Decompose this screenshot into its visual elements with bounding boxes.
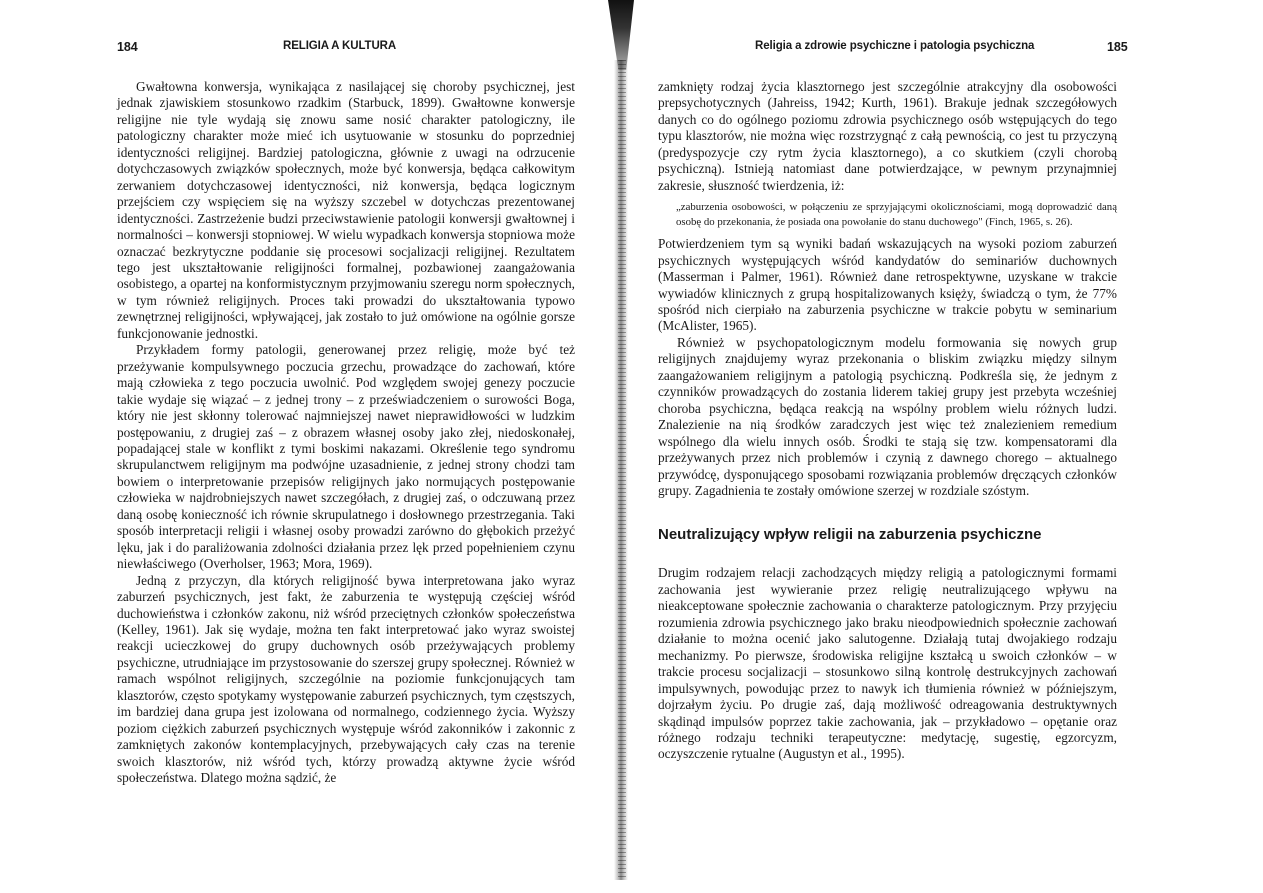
left-page xyxy=(0,0,620,893)
section-heading: Neutralizujący wpływ religii na zaburzenia psychiczne xyxy=(658,526,1042,544)
right-text-block xyxy=(658,79,1117,763)
left-paragraph-2: Przykładem formy patologii, generowanej przez religię, może być też przeżywanie kompulsywnego poczucia grzechu, prowadzące do zachowań, które mają człowieka z tego poczucia uwolnić. Pod względem swojej genezy poczucie takie wydaje się wiązać – z jednej trony – z przeświadczeniem o surowości Boga, który nie jest skłonny tolerować najmniejszej nawet nieprawidłowości w ludzkim postępowaniu, z drugiej zaś – z obrazem własnej osoby jako złej, niedoskonałej, popadającej stale w konflikt z tymi boskimi nakazami. Określenie tego syndromu skrupulanctwem religijnym ma podwójne uzasadnienie, z jednej strony chodzi tam bowiem o interpretowanie przepisów religijnych jako normujących postępowanie człowieka w najdrobniejszych nawet szczegółach, z drugiej zaś, o odczuwaną przez daną osobę konieczność ich równie skrupulatnego i dosłownego przestrzegania. Taki sposób interpretacji religii i własnej osoby prowadzi zarówno do głębokich przeżyć lęku, jak i do paraliżowania zdolności działania przez lęk przed popełnieniem czynu niewłaściwego (Overholser, 1963; Mora, 1969). xyxy=(117,342,575,572)
right-paragraph-3: Również w psychopatologicznym modelu formowania się nowych grup religijnych znajdujemy wyraz przekonania o bliskim związku między silnym zaangażowaniem religijnym a patologią psychiczną. Podkreśla się, że jednym z czynników prowadzących do zostania liderem takiej grupy jest przebyta wcześniej choroba psychiczna, będąca reakcją na wspólny problem wielu różnych ludzi. Znalezienie na nią środków zaradczych jest więc też znalezieniem remedium wspólnego dla wielu innych osób. Środki te stają się tzw. kompensatorami dla przeżywanych przez nich problemów i czynią z dawnego chorego – aktualnego przywódcę, dysponującego sposobami rozwiązania problemów dręczących członków grupy. Zagadnienia te zostały omówione szerzej w rozdziale szóstym. xyxy=(658,334,1117,498)
right-paragraph-2: Potwierdzeniem tym są wyniki badań wskazujących na wysoki poziom zaburzeń psychicznych występujących wśród kandydatów do seminariów duchownych (Masserman i Palmer, 1961). Również dane retrospektywne, uzyskane w trakcie wywiadów klinicznych z grupą hospitalizowanych księży, świadczą o tym, że 77% spośród nich cierpiało na zaburzenia psychiczne w trakcie pobytu w seminarium (McAlister, 1965). xyxy=(658,236,1117,334)
left-text-block xyxy=(117,79,575,786)
right-running-title: Religia a zdrowie psychiczne i patologia psychiczna xyxy=(755,40,1035,52)
left-paragraph-3: Jedną z przyczyn, dla których religijność bywa interpretowana jako wyraz zaburzeń psychicznych, jest fakt, że zaburzenia te występują częściej wśród duchowieństwa i członków zakonu, niż wśród przeciętnych członków społeczeństwa (Kelley, 1961). Jak się wydaje, można ten fakt interpretować jako wyraz swoistej reakcji ucieczkowej do grupy duchownych osób przeżywających problemy psychiczne, utrudniające im przystosowanie do szerszej grupy społecznej. Również w ramach wspólnot religijnych, szczególnie na poziomie funkcjonujących tam klasztorów, często spotykamy występowanie zaburzeń psychicznych, tym częstszych, im bardziej dana grupa jest izolowana od normalnego, codziennego życia. Wyższy poziom ciężkich zaburzeń psychicznych występuje wśród zakonników i zakonnic z zamkniętych zakonów kontemplacyjnych, przebywających cały czas na terenie swoich klasztorów, niż wśród tych, którzy prowadzą aktywne życie wśród społeczeństwa. Dlatego można sądzić, że xyxy=(117,572,575,786)
left-running-title: RELIGIA A KULTURA xyxy=(283,40,397,52)
right-paragraph-4: Drugim rodzajem relacji zachodzących między religią a patologicznymi formami zachowania jest wywieranie przez religię neutralizującego wpływu na nieakceptowane społecznie zachowania o charakterze patologicznym. Przy przyjęciu rozumienia zdrowia psychicznego jako braku nieodpowiednich społecznie zachowań działanie to można ocenić jako salutogenne. Działają tutaj dwojakiego rodzaju mechanizmy. Po pierwsze, środowiska religijne kształcą u swoich członków – w trakcie procesu socjalizacji – stosunkowo silną kontrolę destrukcyjnych zachowań impulsywnych, powodując przez to nawyk ich tłumienia również w późniejszym, dojrzałym życiu. Po drugie zaś, dają możliwość odreagowania destruktywnych skądinąd impulsów poprzez takie zachowania, jak – przykładowo – opętanie oraz różnego rodzaju techniki terapeutyczne: medytację, sugestię, egzorcyzm, oczyszczenie rytualne (Augustyn et al., 1995). xyxy=(658,565,1117,762)
right-paragraph-1: zamknięty rodzaj życia klasztornego jest szczególnie atrakcyjny dla osobowości prepsychotycznych (Jahreiss, 1942; Kurth, 1961). Brakuje jednak szczegółowych danych co do ogólnego poziomu zdrowia psychicznego osób wstępujących do tego typu klasztorów, nie można więc rozstrzygnąć z całą pewnością, co jest tu przyczyną (predyspozycje czy rytm życia klasztornego), a co skutkiem (czyli chorobą psychiczną). Istnieją natomiast dane potwierdzające, w pewnym przynajmniej zakresie, słuszność twierdzenia, iż: xyxy=(658,79,1117,193)
block-quote: „zaburzenia osobowości, w połączeniu ze sprzyjającymi okolicznościami, mogą doprowadzić daną osobę do przekonania, że posiada ona powołanie do stanu duchowego" (Finch, 1965, s. 26). xyxy=(676,201,1117,229)
right-page xyxy=(628,0,1263,893)
left-paragraph-1: Gwałtowna konwersja, wynikająca z nasilającej się choroby psychicznej, jest jednak zjawiskiem stosunkowo rzadkim (Starbuck, 1899). Gwałtowne konwersje religijne nie tyle wydają się znowu same nosić charakter patologiczny, ile patologiczny charakter może mieć ich usytuowanie w stosunku do poprzedniej identyczności religijnej. Bardziej patologiczna, głównie z uwagi na odrzucenie dotychczasowych związków społecznych, może być konwersja, będąca całkowitym zerwaniem dotychczasowej identyczności, niż konwersja, będąca logicznym przejściem czy wspięciem się na wyższy szczebel w dotychczas prezentowanej identyczności. Zastrzeżenie budzi przeciwstawienie patologii konwersji gwałtownej i normalności – konwersji stopniowej. W wielu wypadkach konwersja stopniowa może oznaczać bezkrytyczne poddanie się procesowi socjalizacji religijnej. Rezultatem tego jest ukształtowanie religijności formalnej, pozbawionej zaangażowania osobistego, a opartej na konformistycznym przyjmowaniu szeregu norm społecznych, w tym również religijnych. Proces taki prowadzi do ukształtowania typowo zewnętrznej religijności, wpływającej, jak zostało to już omówione na ogólnie gorsze funkcjonowanie jednostki. xyxy=(117,79,575,341)
right-page-number: 185 xyxy=(1107,40,1128,54)
left-page-number: 184 xyxy=(117,40,138,54)
spine-speckle xyxy=(618,60,626,880)
